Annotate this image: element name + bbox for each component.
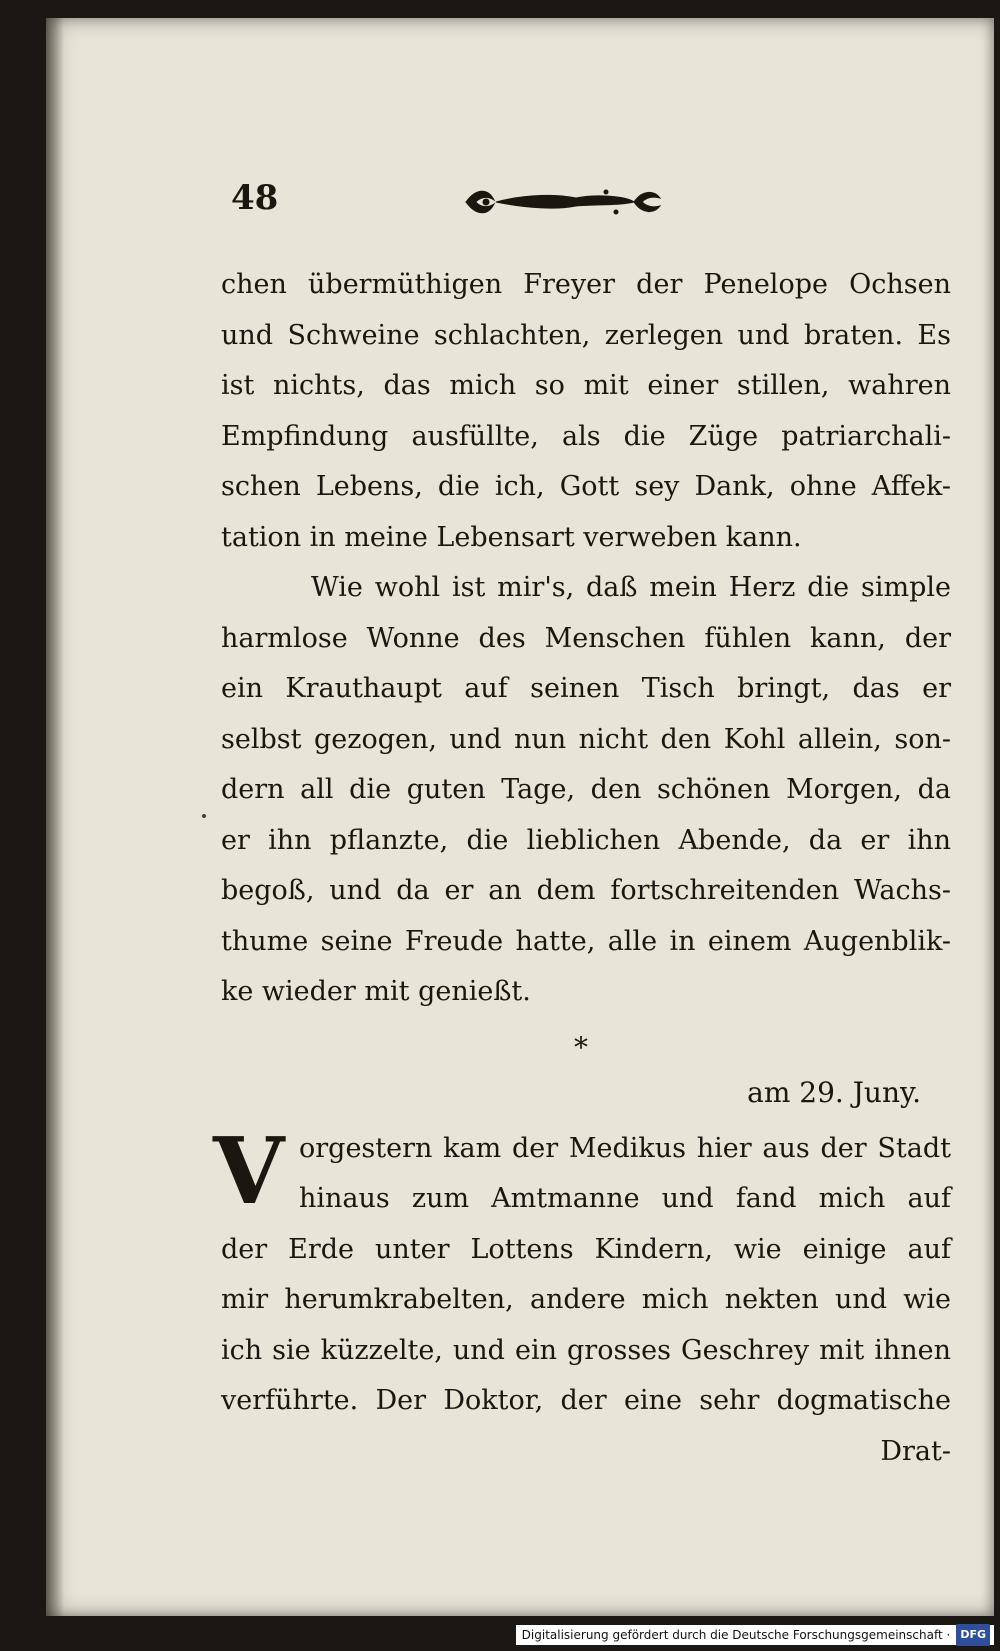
text-line: Wie wohl ist mir's, daß mein Herz die simple xyxy=(311,572,951,603)
text-line: orgestern kam der Medikus hier aus der Stadt xyxy=(299,1132,951,1164)
book-page xyxy=(46,18,994,1616)
text-line: verführte. Der Doktor, der eine sehr dogmatische xyxy=(221,1385,951,1416)
text-line: er ihn pflanzte, die lieblichen Abende, da er ihn xyxy=(221,824,951,856)
text-line: mir herumkrabelten, andere mich nekten und wie xyxy=(221,1284,951,1315)
page-gutter-shadow xyxy=(46,18,64,1616)
page-number: 48 xyxy=(231,178,279,218)
paragraph-2 xyxy=(221,563,951,1018)
section-separator: * xyxy=(574,1030,588,1064)
text-line: ich sie küzzelte, und ein grosses Geschrey mit ihnen xyxy=(221,1334,951,1366)
letter-date: am 29. Juny. xyxy=(747,1075,921,1109)
text-line: und Schweine schlachten, zerlegen und braten. Es xyxy=(221,319,951,351)
text-line: ist nichts, das mich so mit einer stillen, wahren xyxy=(221,370,951,401)
paper-speck xyxy=(202,814,206,818)
fleuron-ornament-icon xyxy=(456,180,666,224)
paragraph-1 xyxy=(221,260,951,563)
text-line: tation in meine Lebensart verweben kann. xyxy=(221,521,802,553)
text-line: selbst gezogen, und nun nicht den Kohl allein, son- xyxy=(221,723,951,755)
text-line: ein Krauthaupt auf seinen Tisch bringt, das er xyxy=(221,673,951,704)
text-line: chen übermüthigen Freyer der Penelope Ochsen xyxy=(221,269,951,300)
text-line: begoß, und da er an dem fortschreitenden Wachs- xyxy=(221,875,951,906)
catchword: Drat- xyxy=(880,1435,951,1467)
text-line: thume seine Freude hatte, alle in einem Augenblik- xyxy=(221,925,951,957)
page-text xyxy=(213,260,951,1477)
text-line: hinaus zum Amtmanne und fand mich auf xyxy=(299,1183,951,1214)
text-line: schen Lebens, die ich, Gott sey Dank, ohne Affek- xyxy=(221,471,951,502)
drop-cap-initial: V xyxy=(213,1116,285,1225)
dfg-logo: DFG xyxy=(956,1624,990,1646)
paragraph-3 xyxy=(213,1116,951,1427)
text-line: Empfindung ausfüllte, als die Züge patriarchali- xyxy=(221,420,951,452)
text-line: dern all die guten Tage, den schönen Morgen, da xyxy=(221,774,951,805)
text-line: ke wieder mit genießt. xyxy=(221,976,531,1007)
footer-text: Digitalisierung gefördert durch die Deutsche Forschungsgemeinschaft · xyxy=(521,1628,951,1642)
text-line: der Erde unter Lottens Kindern, wie einige auf xyxy=(221,1233,951,1265)
digitization-footer xyxy=(516,1625,994,1645)
text-line: harmlose Wonne des Menschen fühlen kann, der xyxy=(221,622,951,654)
